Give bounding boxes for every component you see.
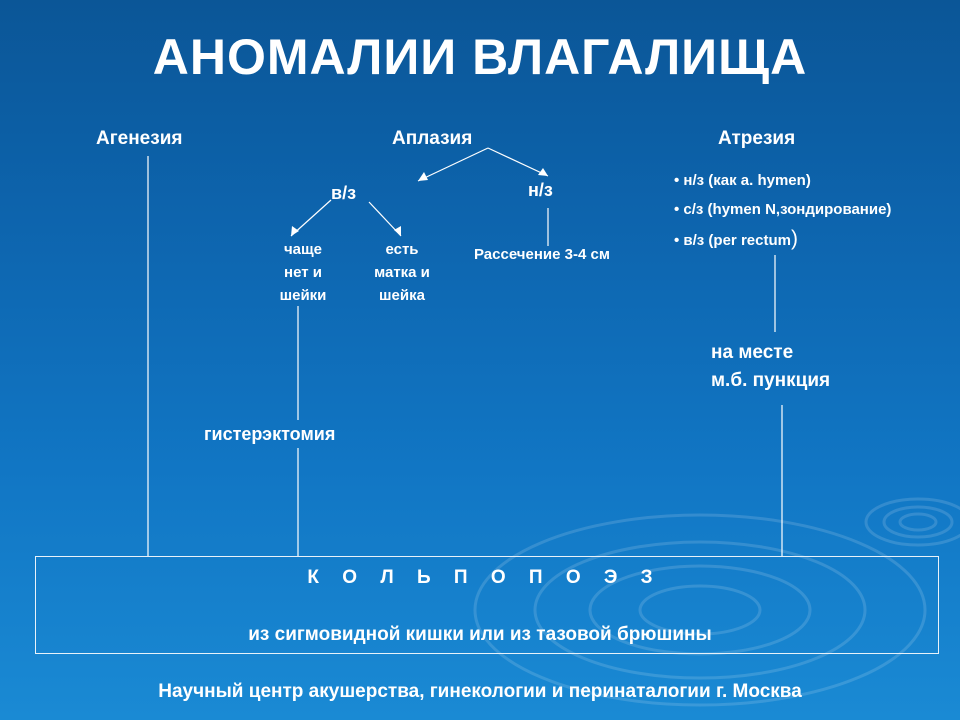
upper-left-line-1: чаще	[283, 241, 323, 258]
colpopoiesis-title: К О Л Ь П О П О Э З	[307, 567, 653, 588]
bullet-icon: •	[674, 201, 684, 218]
upper-right-line-2: матка и	[374, 264, 430, 281]
aplasia-to-upper-connector	[418, 148, 488, 181]
bullet-icon: •	[674, 172, 684, 189]
upper-right-line-1: есть	[385, 241, 419, 258]
page-title: АНОМАЛИИ ВЛАГАЛИЩА	[152, 29, 808, 85]
arrowhead-right	[394, 226, 401, 236]
closing-paren: )	[790, 227, 798, 250]
upper-right-sub	[362, 238, 442, 307]
colpopoiesis-method: из сигмовидной кишки или из тазовой брюшины	[248, 624, 712, 645]
upper-right-line-3: шейка	[379, 287, 425, 304]
category-agenesis: Агенезия	[96, 128, 183, 149]
arrowhead-left	[291, 226, 299, 236]
upper-left-line-3: шейки	[279, 287, 327, 304]
aplasia-lower-label: н/з	[528, 180, 553, 200]
upper-left-sub	[268, 238, 338, 307]
bullet-icon: •	[674, 232, 684, 249]
aplasia-to-lower-connector	[488, 148, 548, 176]
atresia-action	[711, 339, 830, 395]
hysterectomy-label: гистерэктомия	[204, 424, 336, 444]
category-aplasia: Аплазия	[392, 128, 473, 149]
footer-credit: Научный центр акушерства, гинекологии и перинаталогии г. Москва	[158, 681, 802, 702]
category-atresia: Атрезия	[718, 128, 796, 149]
upper-left-line-2: нет и	[284, 264, 322, 281]
atresia-action-line-1: на месте	[711, 342, 794, 363]
atresia-item-1: • н/з (как а. hymen)	[674, 172, 811, 189]
atresia-action-line-2: м.б. пункция	[711, 370, 831, 391]
atresia-item-2: • с/з (hymen N,зондирование)	[674, 201, 892, 218]
lower-treatment: Рассечение 3-4 см	[474, 246, 610, 263]
atresia-item-3: • в/з (per rectum)	[674, 227, 798, 250]
aplasia-upper-label: в/з	[331, 183, 357, 203]
